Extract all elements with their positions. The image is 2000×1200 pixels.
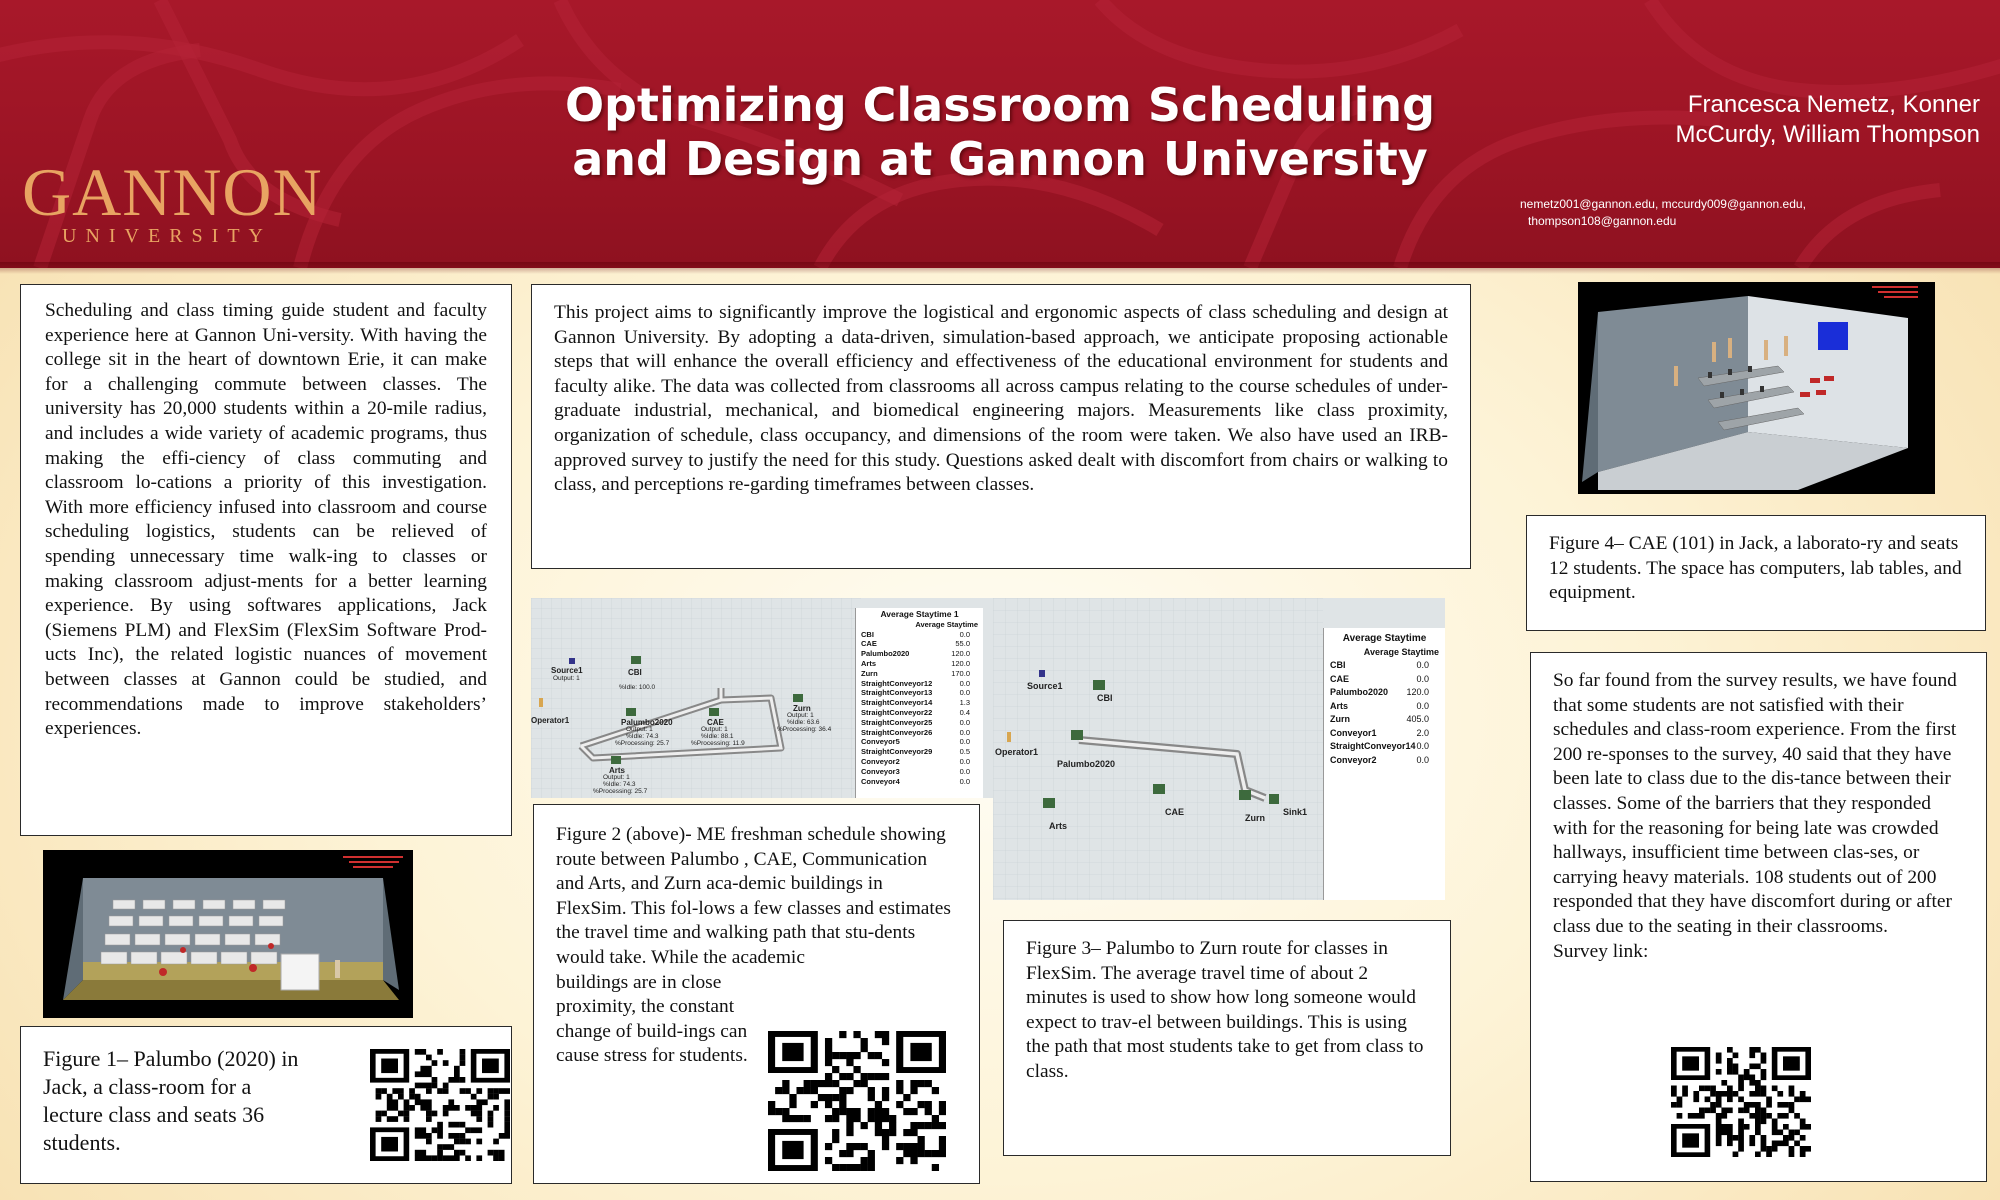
fig2-zurn-output: Output: 1 bbox=[787, 712, 814, 719]
fig2-table-row bbox=[861, 708, 978, 718]
figure-3-caption-box bbox=[1003, 920, 1451, 1156]
fig2-cbi-label: CBI bbox=[628, 668, 642, 677]
fig3-table-row bbox=[1330, 740, 1439, 754]
fig3-cbi-label: CBI bbox=[1097, 693, 1113, 703]
fig3-row-value: 0.0 bbox=[1416, 741, 1429, 751]
fig2-row-name: Conveyor5 bbox=[861, 737, 900, 747]
fig2-row-value: 0.0 bbox=[959, 756, 970, 766]
fig2-table-row bbox=[861, 688, 978, 698]
fig2-row-value: 0.0 bbox=[959, 678, 970, 688]
fig2-row-value: 1.3 bbox=[959, 698, 970, 708]
fig2-row-value: 55.0 bbox=[955, 639, 970, 649]
figure-1-caption-box bbox=[20, 1026, 512, 1184]
fig2-table-row bbox=[861, 718, 978, 728]
fig3-zurn-label: Zurn bbox=[1245, 813, 1265, 823]
fig2-table-row bbox=[861, 737, 978, 747]
fig3-average-staytime-table bbox=[1323, 628, 1445, 900]
figure-2-caption-lower: buildings are in close proximity, the constant change of build-ings can cause stress for students. bbox=[556, 971, 748, 1067]
fig3-row-name: Arts bbox=[1330, 700, 1349, 711]
qr-code-icon[interactable] bbox=[370, 1049, 510, 1161]
fig2-row-name: Palumbo2020 bbox=[861, 649, 910, 659]
fig2-row-name: Zurn bbox=[861, 668, 878, 678]
author-names: Francesca Nemetz, Konner McCurdy, William Thompson bbox=[1675, 91, 1980, 148]
title-line-2: and Design at Gannon University bbox=[572, 132, 1428, 186]
fig2-row-value: 120.0 bbox=[951, 658, 970, 668]
fig3-table-header: Average Staytime bbox=[1363, 646, 1439, 657]
fig2-palumbo-label: Palumbo2020 bbox=[621, 718, 673, 727]
fig3-palumbo-label: Palumbo2020 bbox=[1057, 759, 1116, 769]
fig3-table-row bbox=[1330, 713, 1439, 727]
fig3-row-name: CAE bbox=[1330, 673, 1350, 684]
figure-3-flexsim-model bbox=[993, 598, 1445, 900]
fig2-zurn-processing: %Processing: 36.4 bbox=[777, 726, 832, 733]
fig2-row-value: 0.0 bbox=[959, 766, 970, 776]
fig3-cae-label: CAE bbox=[1165, 807, 1185, 817]
fig2-row-name: Conveyor3 bbox=[861, 766, 900, 776]
fig2-table-row bbox=[861, 679, 978, 689]
figure-2-caption-box bbox=[533, 804, 980, 1184]
fig3-sink-label: Sink1 bbox=[1283, 807, 1308, 817]
fig3-table-row bbox=[1330, 754, 1439, 768]
email-line-2: thompson108@gannon.edu bbox=[1528, 214, 1677, 228]
fig3-row-name: Conveyor2 bbox=[1330, 754, 1377, 765]
title-line-1: Optimizing Classroom Scheduling bbox=[564, 78, 1436, 132]
figure-4-caption-box bbox=[1526, 515, 1986, 631]
fig2-table-title: Average Staytime 1 bbox=[880, 609, 959, 619]
fig3-row-name: Zurn bbox=[1330, 714, 1350, 724]
fig2-table-row bbox=[861, 777, 978, 787]
fig3-table-rows bbox=[1330, 659, 1439, 767]
figure-4-jack-lab-render bbox=[1578, 282, 1935, 494]
fig3-row-value: 120.0 bbox=[1406, 687, 1429, 697]
lecture-classroom-illustration bbox=[43, 850, 413, 1018]
qr-code-icon[interactable] bbox=[768, 1031, 946, 1171]
fig2-arts-processing: %Processing: 25.7 bbox=[593, 788, 648, 795]
fig2-row-name: StraightConveyor13 bbox=[861, 688, 933, 698]
fig3-table-row bbox=[1330, 686, 1439, 700]
fig3-row-name: Palumbo2020 bbox=[1330, 687, 1389, 697]
fig2-table-row bbox=[861, 630, 978, 640]
fig2-row-name: StraightConveyor14 bbox=[861, 698, 933, 708]
fig2-row-name: StraightConveyor25 bbox=[861, 717, 933, 727]
fig2-zurn-label: Zurn bbox=[793, 704, 811, 713]
fig2-table-row bbox=[861, 649, 978, 659]
abstract-text: This project aims to significantly improve the logistical and ergonomic aspects of class scheduling and design at Gannon University. By adopting a data-driven, simulation-based approach, we anticipate proposing actionable steps that will enhance the overall efficiency and effectiveness of the educational environment for students and faculty alike. The data was collected from classrooms all across campus relating to the course schedules of under-graduate industrial, mechanical, and biomedical engineering majors. Measurements like class proximity, organization of schedule, class occupancy, and dimensions of the room were taken. We also have used an IRB-approved survey to justify the need for this study. Questions asked dealt with discomfort from chairs or walking to class, and perceptions re-garding timeframes between classes. bbox=[554, 302, 1448, 496]
fig2-zurn-idle: %Idle: 63.6 bbox=[787, 719, 820, 726]
fig3-table-row bbox=[1330, 727, 1439, 741]
fig2-row-name: StraightConveyor29 bbox=[861, 747, 933, 757]
fig2-source-output: Output: 1 bbox=[553, 675, 580, 682]
fig2-arts-label: Arts bbox=[609, 766, 626, 775]
fig2-table-row bbox=[861, 698, 978, 708]
fig2-row-name: StraightConveyor22 bbox=[861, 707, 933, 717]
fig2-palumbo-idle: %Idle: 74.3 bbox=[626, 733, 659, 740]
introduction-box bbox=[20, 284, 512, 836]
fig2-table-row bbox=[861, 639, 978, 649]
fig2-row-value: 0.0 bbox=[959, 776, 970, 786]
fig2-table-row bbox=[861, 767, 978, 777]
fig2-arts-output: Output: 1 bbox=[603, 774, 630, 781]
fig2-table-row bbox=[861, 669, 978, 679]
fig3-row-value: 0.0 bbox=[1416, 673, 1429, 684]
survey-link-label: Survey link: bbox=[1553, 940, 1649, 962]
fig2-row-name: CAE bbox=[861, 639, 877, 649]
introduction-text: Scheduling and class timing guide student and faculty experience here at Gannon Uni-versity. With having the college sit in the heart of downtown Erie, it can make for a challenging commute between classes. The university has 20,000 students within a 20-mile radius, and includes a wide variety of academic programs, thus making the effi-ciency of class commuting and classroom lo-cations a priority of this investigation. With more efficiency infused into classroom and course scheduling logistics, students can be relieved of spending unnecessary time walk-ing to classes or making classroom adjust-ments for a better learning experience. By using softwares applications, Jack (Siemens PLM) and FlexSim (FlexSim Software Prod-ucts Inc), the related logistic nuances of movement between classes at Gannon could be studied, and recommendations made to improve stakeholders’ experiences. bbox=[45, 300, 487, 740]
fig2-table-row bbox=[861, 747, 978, 757]
fig2-cbi-idle: %Idle: 100.0 bbox=[619, 684, 656, 691]
fig3-row-value: 0.0 bbox=[1416, 754, 1429, 765]
fig2-row-value: 0.0 bbox=[959, 727, 970, 737]
fig2-row-name: StraightConveyor12 bbox=[861, 678, 933, 688]
email-line-1: nemetz001@gannon.edu, mccurdy009@gannon.edu, bbox=[1520, 197, 1806, 211]
fig3-row-value: 0.0 bbox=[1416, 660, 1429, 670]
fig2-row-value: 0.0 bbox=[959, 688, 970, 698]
fig2-row-value: 0.0 bbox=[959, 629, 970, 639]
fig3-row-name: CBI bbox=[1330, 660, 1346, 670]
fig2-table-header: Average Staytime bbox=[915, 619, 978, 629]
figure-2-caption-upper: Figure 2 (above)- ME freshman schedule showing route between Palumbo , CAE, Communication and Arts, and Zurn aca-demic buildings in FlexSim. This fol-lows a few classes and estimates the travel time and walking path that stu-dents would take. While the academic bbox=[556, 824, 951, 968]
fig2-source-label: Source1 bbox=[551, 666, 583, 675]
fig2-palumbo-processing: %Processing: 25.7 bbox=[615, 740, 670, 747]
fig3-row-value: 2.0 bbox=[1416, 727, 1429, 738]
flexsim-palumbo-zurn-route bbox=[993, 598, 1323, 900]
fig3-table-row bbox=[1330, 673, 1439, 687]
figure-1-caption: Figure 1– Palumbo (2020) in Jack, a class-room for a lecture class and seats 36 students. bbox=[43, 1046, 299, 1155]
flexsim-route-diagram bbox=[531, 598, 861, 798]
author-emails bbox=[1520, 196, 1880, 230]
fig2-cae-idle: %Idle: 88.1 bbox=[701, 733, 734, 740]
fig2-row-value: 120.0 bbox=[951, 649, 970, 659]
fig2-average-staytime-table bbox=[855, 608, 983, 798]
fig2-operator-label: Operator1 bbox=[531, 716, 570, 725]
fig2-table-rows bbox=[861, 630, 978, 787]
fig2-row-value: 0.4 bbox=[959, 707, 970, 717]
fig3-row-name: Conveyor1 bbox=[1330, 727, 1377, 738]
fig2-cae-label: CAE bbox=[707, 718, 724, 727]
fig2-arts-idle: %Idle: 74.3 bbox=[603, 781, 636, 788]
fig3-arts-label: Arts bbox=[1049, 821, 1068, 831]
poster-header bbox=[0, 0, 2000, 268]
fig3-row-value: 405.0 bbox=[1406, 714, 1429, 724]
fig2-row-name: CBI bbox=[861, 629, 874, 639]
survey-results-text: So far found from the survey results, we have found that some students are not satisfied with their schedules and class-room experience. From the first 200 re-sponses to the survey, 40 said that they have been late to class due to the dis-tance between their classes. Some of the barriers that they responded with for the reasoning for being late was crowded hallways, insufficient time between clas-ses, or carrying heavy materials. 108 students out of 200 responded that they have discomfort during or after class due to the seating in their classrooms. bbox=[1553, 670, 1957, 937]
fig2-row-value: 0.0 bbox=[959, 717, 970, 727]
abstract-box bbox=[531, 284, 1471, 569]
fig2-row-value: 170.0 bbox=[951, 668, 970, 678]
figure-1-jack-classroom-render bbox=[43, 850, 413, 1018]
fig2-table-row bbox=[861, 659, 978, 669]
fig3-row-value: 0.0 bbox=[1416, 700, 1429, 711]
qr-code-icon[interactable] bbox=[1671, 1047, 1811, 1157]
fig2-row-value: 0.0 bbox=[959, 737, 970, 747]
poster-title bbox=[500, 78, 1500, 186]
fig3-table-row bbox=[1330, 659, 1439, 673]
figure-3-caption: Figure 3– Palumbo to Zurn route for classes in FlexSim. The average travel time of about 2 minutes is used to show how long someone would expect to trav-el between buildings. This is using the path that most students take to get from class to class. bbox=[1026, 938, 1424, 1082]
gannon-logo-subtitle: UNIVERSITY bbox=[62, 225, 272, 247]
header-shadow bbox=[0, 262, 2000, 274]
fig2-palumbo-output: Output: 1 bbox=[626, 726, 653, 733]
fig2-row-name: Conveyor4 bbox=[861, 776, 900, 786]
fig2-cae-output: Output: 1 bbox=[701, 726, 728, 733]
fig2-row-value: 0.5 bbox=[959, 747, 970, 757]
gannon-logo-wordmark: GANNON bbox=[22, 154, 323, 230]
survey-results-box bbox=[1530, 652, 1987, 1182]
fig2-cae-processing: %Processing: 11.9 bbox=[691, 740, 745, 747]
fig2-row-name: Arts bbox=[861, 658, 877, 668]
fig3-table-row bbox=[1330, 700, 1439, 714]
fig2-row-name: StraightConveyor26 bbox=[861, 727, 933, 737]
fig2-row-name: Conveyor2 bbox=[861, 756, 900, 766]
fig3-table-title: Average Staytime bbox=[1342, 633, 1427, 644]
fig2-table-row bbox=[861, 757, 978, 767]
lab-classroom-illustration bbox=[1578, 282, 1935, 494]
fig2-table-row bbox=[861, 728, 978, 738]
fig3-operator-label: Operator1 bbox=[995, 747, 1039, 757]
fig3-row-name: StraightConveyor14 bbox=[1330, 741, 1416, 751]
fig3-source-label: Source1 bbox=[1027, 681, 1063, 691]
figure-4-caption: Figure 4– CAE (101) in Jack, a laborato-ry and seats 12 students. The space has computers, lab tables, and equipment. bbox=[1549, 533, 1962, 604]
